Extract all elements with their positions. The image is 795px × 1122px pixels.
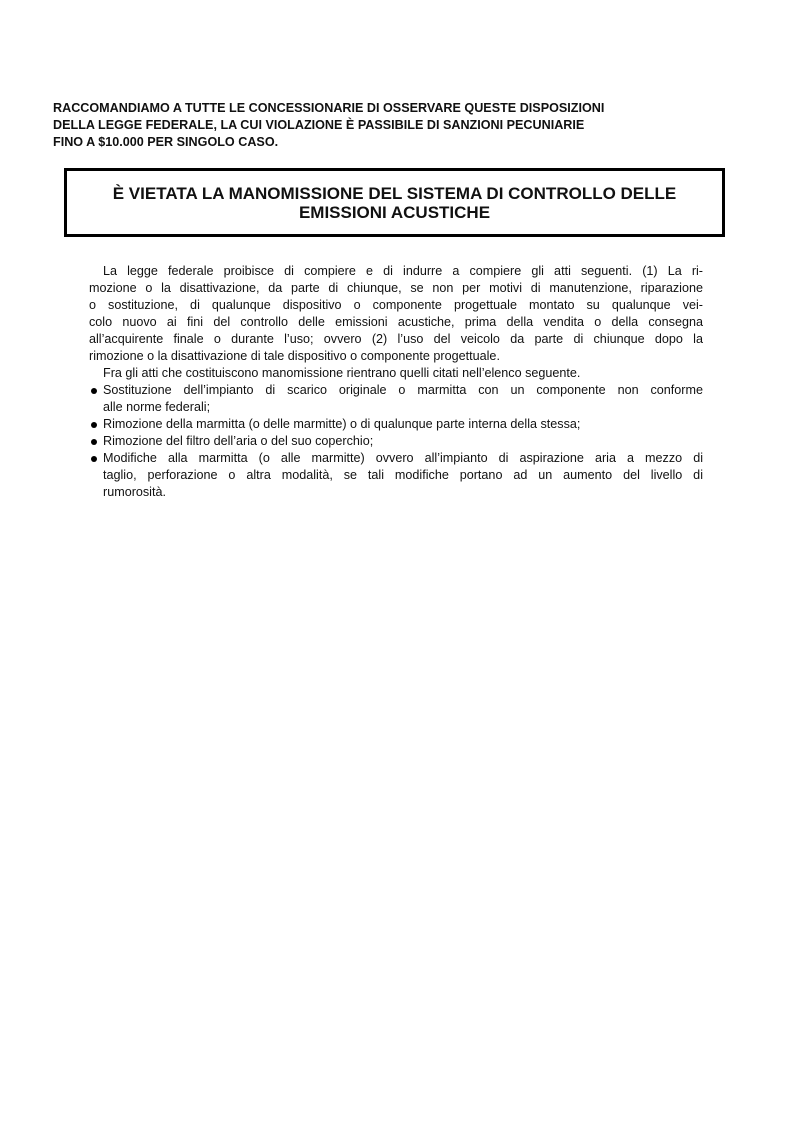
- notice-line: FINO A $10.000 PER SINGOLO CASO.: [53, 135, 279, 149]
- list-intro: Fra gli atti che costituiscono manomissione rientrano quelli citati nell’elenco seguente.: [103, 366, 581, 380]
- warning-title-line: È VIETATA LA MANOMISSIONE DEL SISTEMA DI CONTROLLO DELLE: [112, 183, 677, 203]
- paragraph-line: all’acquirente finale o durante l’uso; ovvero (2) l’uso del veicolo da parte di chiunque dopo la: [89, 332, 703, 346]
- tampering-list: [89, 382, 703, 501]
- list-item-line: alle norme federali;: [103, 400, 211, 414]
- paragraph-line: La legge federale proibisce di compiere e di indurre a compiere gli atti seguenti. (1) La ri-: [103, 264, 703, 278]
- notice-line: DELLA LEGGE FEDERALE, LA CUI VIOLAZIONE È PASSIBILE DI SANZIONI PECUNIARIE: [53, 118, 585, 132]
- list-item-line: Rimozione della marmitta (o delle marmitte) o di qualunque parte interna della stessa;: [103, 417, 581, 431]
- list-item: [89, 450, 703, 501]
- list-item-line: Modifiche alla marmitta (o alle marmitte) ovvero all’impianto di aspirazione aria a mezzo di: [103, 451, 703, 465]
- paragraph-line: o sostituzione, di qualunque dispositivo o componente progettuale montato su qualunque vei-: [89, 298, 703, 312]
- body-text: [89, 263, 703, 501]
- list-item-line: taglio, perforazione o altra modalità, se tali modifiche portano ad un aumento del livello di: [103, 468, 703, 482]
- paragraph-line: colo nuovo ai fini del controllo delle emissioni acustiche, prima della vendita o della consegna: [89, 315, 703, 329]
- bullet-icon: [91, 439, 97, 445]
- dealer-notice: [53, 100, 751, 151]
- paragraph-line: mozione o la disattivazione, da parte di chiunque, se non per motivi di manutenzione, riparazione: [89, 281, 703, 295]
- bullet-icon: [91, 388, 97, 394]
- list-item: [89, 382, 703, 416]
- list-item-line: Rimozione del filtro dell’aria o del suo coperchio;: [103, 434, 374, 448]
- warning-title-line: EMISSIONI ACUSTICHE: [298, 202, 491, 222]
- list-item-line: rumorosità.: [103, 485, 166, 499]
- paragraph-line: rimozione o la disattivazione di tale dispositivo o componente progettuale.: [89, 349, 500, 363]
- bullet-icon: [91, 422, 97, 428]
- warning-title-box: [64, 168, 725, 237]
- list-item: [89, 416, 703, 433]
- list-item: [89, 433, 703, 450]
- list-item-line: Sostituzione dell’impianto di scarico originale o marmitta con un componente non conforme: [103, 383, 703, 397]
- notice-line: RACCOMANDIAMO A TUTTE LE CONCESSIONARIE DI OSSERVARE QUESTE DISPOSIZIONI: [53, 101, 605, 115]
- bullet-icon: [91, 456, 97, 462]
